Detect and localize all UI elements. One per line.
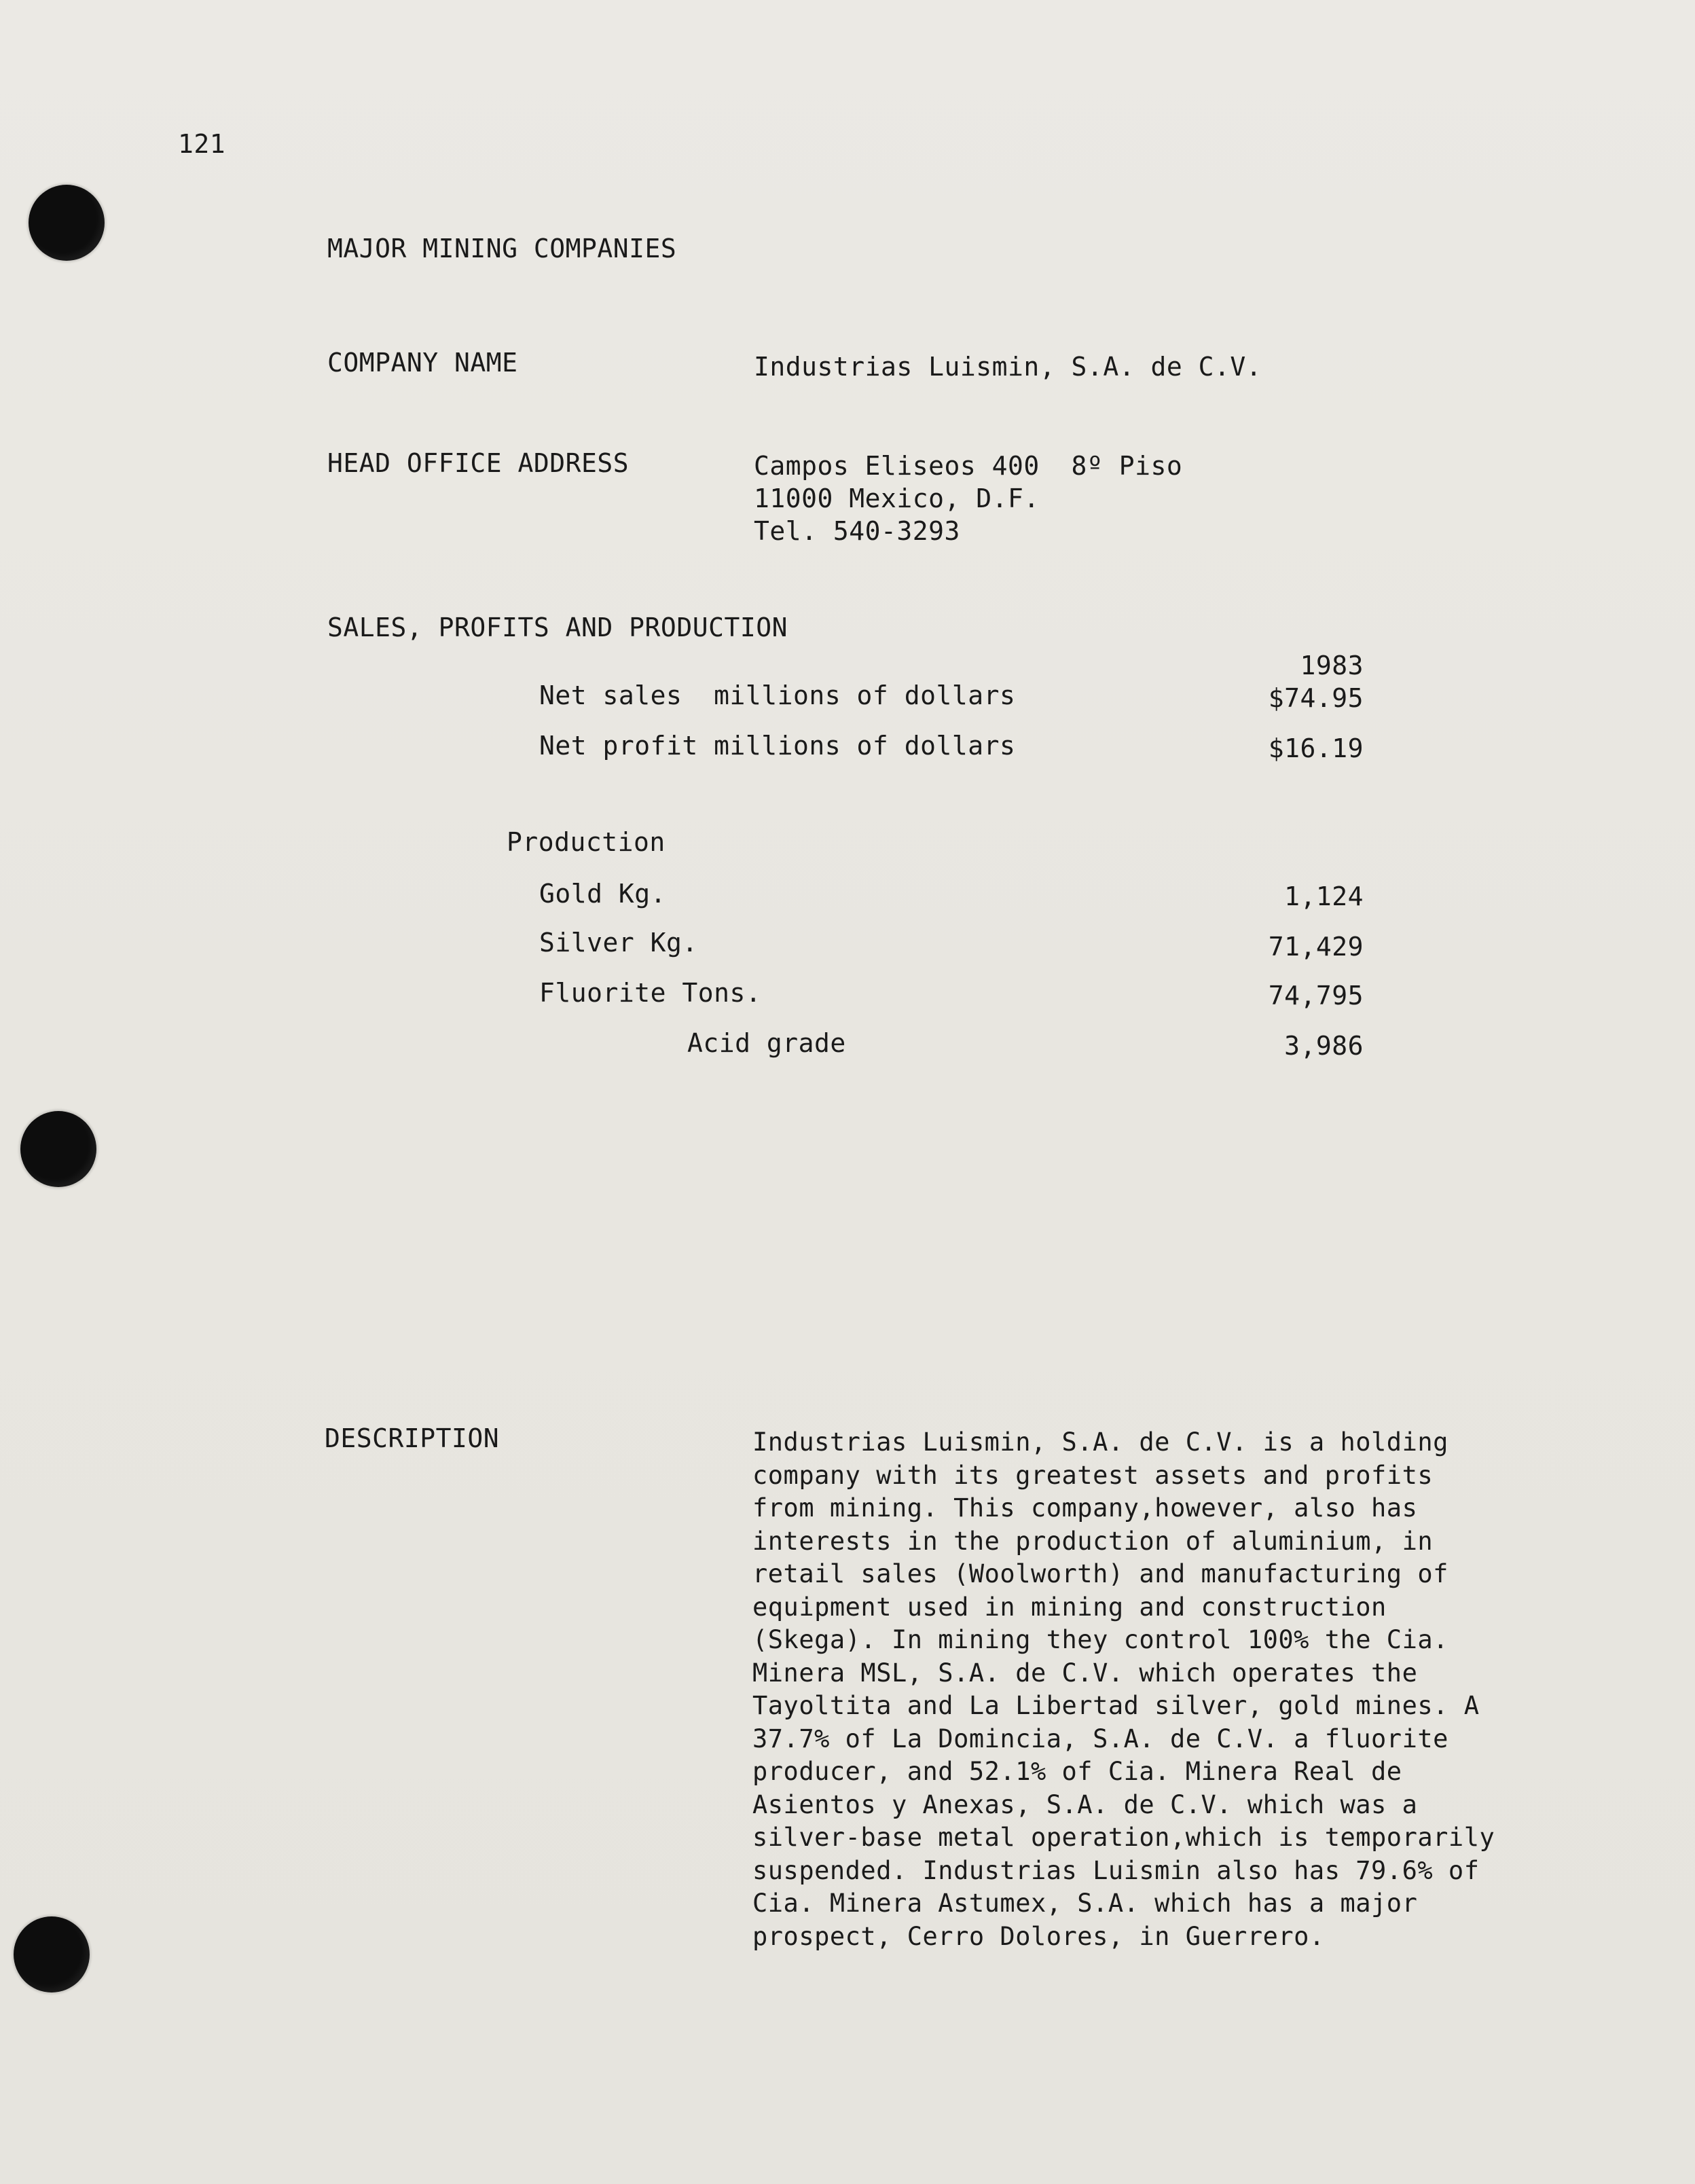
address-telephone: Tel. 540-3293 <box>754 516 960 546</box>
binder-hole-middle <box>20 1111 96 1187</box>
page-number: 121 <box>178 129 226 159</box>
fluorite-label: Fluorite Tons. <box>539 978 762 1008</box>
acid-grade-value: 3,986 <box>1284 1031 1364 1061</box>
acid-grade-label: Acid grade <box>687 1028 846 1058</box>
address-line-2: 11000 Mexico, D.F. <box>754 484 1040 513</box>
page-title: MAJOR MINING COMPANIES <box>327 234 677 263</box>
binder-hole-top <box>29 185 105 261</box>
company-name-value: Industrias Luismin, S.A. de C.V. <box>754 352 1262 382</box>
fluorite-value: 74,795 <box>1268 981 1364 1011</box>
gold-value: 1,124 <box>1284 881 1364 911</box>
silver-value: 71,429 <box>1268 932 1364 962</box>
head-office-label: HEAD OFFICE ADDRESS <box>327 448 630 478</box>
net-profit-value: $16.19 <box>1268 733 1364 763</box>
silver-label: Silver Kg. <box>539 928 698 958</box>
net-sales-value: $74.95 <box>1268 683 1364 713</box>
gold-label: Gold Kg. <box>539 879 667 909</box>
binder-hole-bottom <box>14 1916 90 1992</box>
description-label: DESCRIPTION <box>325 1423 500 1453</box>
description-text: Industrias Luismin, S.A. de C.V. is a holding company with its greatest assets and profits from mining. This company,however, also has interests in the production of aluminium, in retail sales (Woolworth) and manufacturing of equipment used in mining and construction (Skega). In mining they control 100% the Cia. Minera MSL, S.A. de C.V. which operates the Tayoltita and La Libertad silver, gold mines. A 37.7% of La Domincia, S.A. de C.V. a fluorite producer, and 52.1% of Cia. Minera Real de Asientos y Anexas, S.A. de C.V. which was a silver-base metal operation,which is temporarily suspended. Industrias Luismin also has 79.6% of Cia. Minera Astumex, S.A. which has a major prospect, Cerro Dolores, in Guerrero. <box>752 1427 1495 1951</box>
address-line-1: Campos Eliseos 400 8º Piso <box>754 451 1183 481</box>
company-name-label: COMPANY NAME <box>327 348 518 378</box>
net-profit-label: Net profit millions of dollars <box>539 731 1016 761</box>
sales-section-label: SALES, PROFITS AND PRODUCTION <box>327 613 788 642</box>
net-sales-label: Net sales millions of dollars <box>539 680 1016 710</box>
production-label: Production <box>507 827 666 857</box>
year-header: 1983 <box>1300 651 1364 680</box>
